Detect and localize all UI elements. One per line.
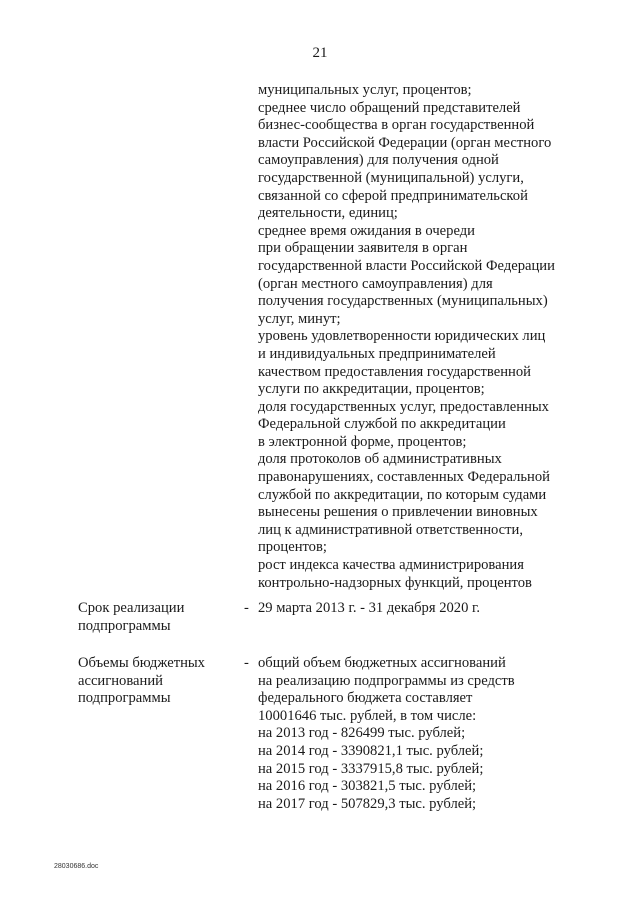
indicator-line: услуги по аккредитации, процентов; [258,381,485,398]
indicator-line: службой по аккредитации, по которым судами [258,486,547,503]
separator-dash: - [244,655,249,671]
indicator-line: доля протоколов об административных [258,451,502,468]
value-line: общий объем бюджетных ассигнований [258,655,506,671]
indicator-line: лиц к административной ответственности, [258,521,523,538]
indicator-line: и индивидуальных предпринимателей [258,345,496,362]
indicator-line: (орган местного самоуправления) для [258,275,493,292]
label-line: Срок реализации [78,600,185,616]
indicator-line: связанной со сферой предпринимательской [258,187,528,204]
value-line: на 2015 год - 3337915,8 тыс. рублей; [258,760,484,777]
value-line: на 2017 год - 507829,3 тыс. рублей; [258,795,477,812]
indicators-continuation [258,82,598,592]
indicator-line: правонарушениях, составленных Федеральной [258,469,550,486]
label-line: подпрограммы [78,617,171,634]
indicator-line: бизнес-сообщества в орган государственной [258,117,535,134]
value-line: на 2014 год - 3390821,1 тыс. рублей; [258,742,484,759]
label-line: ассигнований [78,672,163,689]
indicator-line: государственной (муниципальной) услуги, [258,169,524,186]
value-line: 10001646 тыс. рублей, в том числе: [258,707,477,724]
label-line: Объемы бюджетных [78,655,205,671]
value-line: на 2013 год - 826499 тыс. рублей; [258,725,466,742]
indicator-line: среднее число обращений представителей [258,99,521,116]
indicator-line: доля государственных услуг, предоставленных [258,398,549,415]
page-number: 21 [312,45,328,61]
value-line: на 2016 год - 303821,5 тыс. рублей; [258,778,477,795]
indicator-line: Федеральной службой по аккредитации [258,416,506,433]
value-line: федерального бюджета составляет [258,690,473,707]
implementation-term-value [258,600,598,618]
separator-dash: - [244,600,249,616]
indicator-line: получения государственных (муниципальных) [258,293,548,310]
indicator-line: контрольно-надзорных функций, процентов [258,574,532,591]
label-line: подпрограммы [78,690,171,707]
indicator-line: власти Российской Федерации (орган местного [258,134,552,151]
budget-allocations-value [258,655,598,813]
indicator-line: качеством предоставления государственной [258,363,531,380]
indicator-line: процентов; [258,539,327,556]
indicator-line: самоуправления) для получения одной [258,152,499,169]
implementation-term-label [78,600,228,635]
indicator-line: уровень удовлетворенности юридических лиц [258,328,546,345]
indicator-line: в электронной форме, процентов; [258,433,467,450]
indicator-line: при обращении заявителя в орган [258,240,468,257]
indicator-line: деятельности, единиц; [258,205,398,222]
budget-allocations-label [78,655,228,708]
document-filename: 28030686.doc [54,863,99,870]
value-line: 29 марта 2013 г. - 31 декабря 2020 г. [258,600,481,616]
value-line: на реализацию подпрограммы из средств [258,672,515,689]
indicator-line: муниципальных услуг, процентов; [258,82,472,98]
indicator-line: рост индекса качества администрирования [258,557,524,574]
indicator-line: государственной власти Российской Федерации [258,257,555,274]
indicator-line: вынесены решения о привлечении виновных [258,504,538,521]
indicator-line: услуг, минут; [258,310,341,327]
indicator-line: среднее время ожидания в очереди [258,222,475,239]
